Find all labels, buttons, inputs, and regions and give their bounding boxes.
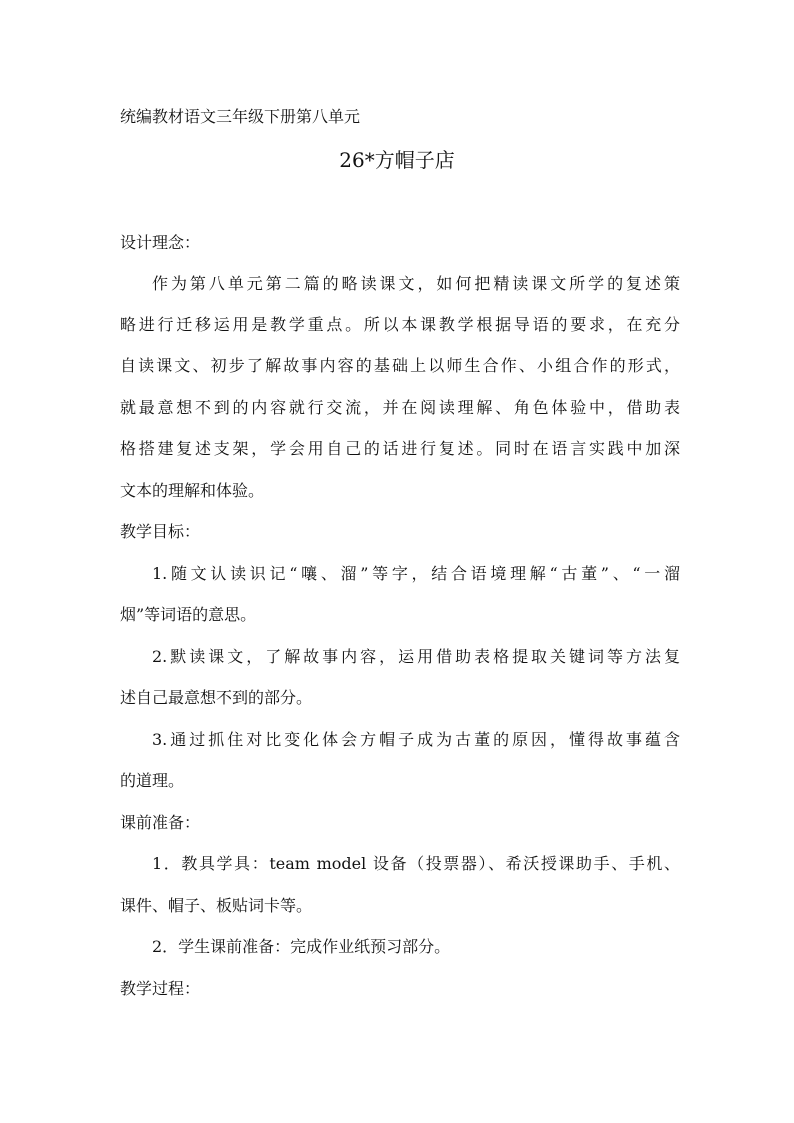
- objective-item: 2.默读课文，了解故事内容，运用借助表格提取关键词等方法复: [152, 647, 680, 666]
- concept-line: 略进行迁移运用是教学重点。所以本课教学根据导语的要求，在充分: [120, 315, 680, 334]
- concept-line: 文本的理解和体验。: [120, 481, 265, 500]
- preparation-item: 1．教具学具：team model 设备（投票器）、希沃授课助手、手机、: [152, 854, 680, 873]
- heading-process: 教学过程：: [120, 979, 201, 998]
- preparation-item: 课件、帽子、板贴词卡等。: [120, 896, 313, 915]
- objective-item: 述自己最意想不到的部分。: [120, 688, 313, 707]
- heading-objectives: 教学目标：: [120, 522, 201, 541]
- heading-design-concept: 设计理念：: [120, 233, 201, 252]
- objective-item: 1.随文认读识记“嚷、溜”等字，结合语境理解“古董”、“一溜: [152, 564, 680, 583]
- concept-line: 就最意想不到的内容就行交流，并在阅读理解、角色体验中，借助表: [120, 398, 680, 417]
- objective-item: 的道理。: [120, 771, 185, 790]
- document-header: 统编教材语文三年级下册第八单元: [120, 107, 361, 126]
- concept-line: 格搭建复述支架，学会用自己的话进行复述。同时在语言实践中加深: [120, 439, 680, 458]
- concept-line: 自读课文、初步了解故事内容的基础上以师生合作、小组合作的形式，: [120, 356, 680, 375]
- concept-line: 作为第八单元第二篇的略读课文，如何把精读课文所学的复述策: [152, 274, 680, 293]
- document-title: 26*方帽子店: [339, 148, 455, 172]
- heading-preparation: 课前准备：: [120, 813, 201, 832]
- preparation-item: 2．学生课前准备：完成作业纸预习部分。: [152, 937, 451, 956]
- objective-item: 烟”等词语的意思。: [120, 605, 257, 624]
- objective-item: 3.通过抓住对比变化体会方帽子成为古董的原因，懂得故事蕴含: [152, 730, 680, 749]
